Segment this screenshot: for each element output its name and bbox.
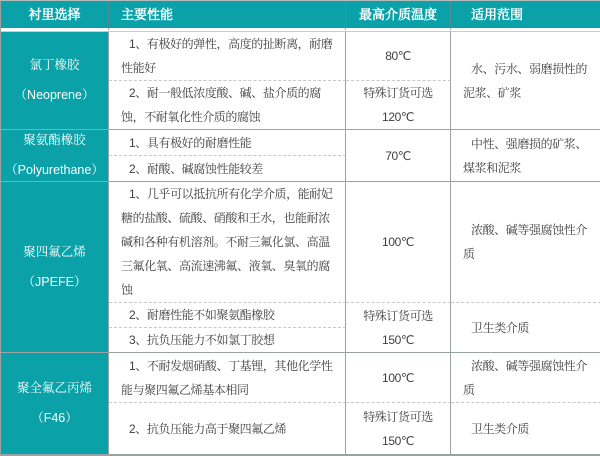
- table-row: [1, 182, 600, 302]
- performance-cell: 1、有极好的弹性，高度的扯断离，耐磨性能好: [109, 31, 346, 80]
- performance-cell: 2、耐磨性能不如聚氨酯橡胶: [109, 302, 346, 327]
- range-cell: 中性、强磨损的矿浆、煤浆和泥浆: [451, 130, 600, 182]
- temperature-cell: [346, 402, 451, 455]
- table-row: [1, 130, 600, 155]
- material-cell-jpefe: [1, 182, 109, 353]
- material-name: 氯丁橡胶: [29, 58, 80, 72]
- range-cell: 浓酸、碱等强腐蚀性介质: [451, 182, 600, 302]
- material-name: 聚氨酯橡胶: [23, 133, 86, 147]
- material-name-en: （Neoprene）: [14, 88, 95, 102]
- col-header-applicable-range: 适用范围: [451, 1, 600, 31]
- temperature-cell: [346, 80, 451, 130]
- range-cell: 水、污水、弱磨损性的泥浆、矿浆: [451, 31, 600, 130]
- table-row: [1, 353, 600, 402]
- temperature-value: 150℃: [382, 433, 414, 448]
- temperature-cell: 80℃: [346, 31, 451, 80]
- temperature-value: 120℃: [382, 110, 414, 124]
- material-name: 聚四氟乙烯: [23, 244, 86, 259]
- table-row: [1, 31, 600, 80]
- material-cell-polyurethane: [1, 130, 109, 182]
- material-name-en: （JPEFE）: [22, 274, 87, 289]
- col-header-max-medium-temperature: 最高介质温度: [346, 1, 451, 31]
- performance-cell: 3、抗负压能力不如氯丁胶想: [109, 327, 346, 353]
- temperature-cell: 100℃: [346, 182, 451, 302]
- temperature-value: 150℃: [382, 332, 414, 347]
- col-header-main-performance: 主要性能: [109, 1, 346, 31]
- performance-cell: 2、耐酸、碱腐蚀性能较差: [109, 155, 346, 182]
- range-cell: 浓酸、碱等强腐蚀性介质: [451, 353, 600, 402]
- range-cell: 卫生类介质: [451, 402, 600, 455]
- performance-cell: 1、不耐发烟硝酸、丁基锂，其他化学性能与聚四氟乙烯基本相同: [109, 353, 346, 402]
- temperature-note: 特殊订货可选: [363, 86, 433, 100]
- temperature-cell: [346, 302, 451, 353]
- temperature-note: 特殊订货可选: [363, 409, 433, 424]
- col-header-lining-selection: 衬里选择: [1, 1, 109, 31]
- temperature-cell: 100℃: [346, 353, 451, 402]
- material-name-en: （F46）: [31, 411, 78, 425]
- material-name-en: （Polyurethane）: [5, 163, 104, 177]
- performance-cell: 2、耐一般低浓度酸、碱、盐介质的腐蚀，不耐氧化性介质的腐蚀: [109, 80, 346, 130]
- header-row: [1, 1, 600, 31]
- temperature-note: 特殊订货可选: [363, 308, 433, 323]
- range-cell: 卫生类介质: [451, 302, 600, 353]
- temperature-cell: 70℃: [346, 130, 451, 182]
- material-name: 聚全氟乙丙烯: [16, 381, 92, 395]
- material-cell-f46: [1, 353, 109, 455]
- performance-cell: 1、几乎可以抵抗所有化学介质，能耐妃糖的盐酸、硫酸、硝酸和王水，也能耐浓碱和各种有机溶剂。不耐三氟化氯、高温三氟化氧、高流速沸氟、液氧、臭氧的腐蚀: [109, 182, 346, 302]
- material-cell-neoprene: [1, 31, 109, 130]
- performance-cell: 2、抗负压能力高于聚四氟乙烯: [109, 402, 346, 455]
- performance-cell: 1、具有极好的耐磨性能: [109, 130, 346, 155]
